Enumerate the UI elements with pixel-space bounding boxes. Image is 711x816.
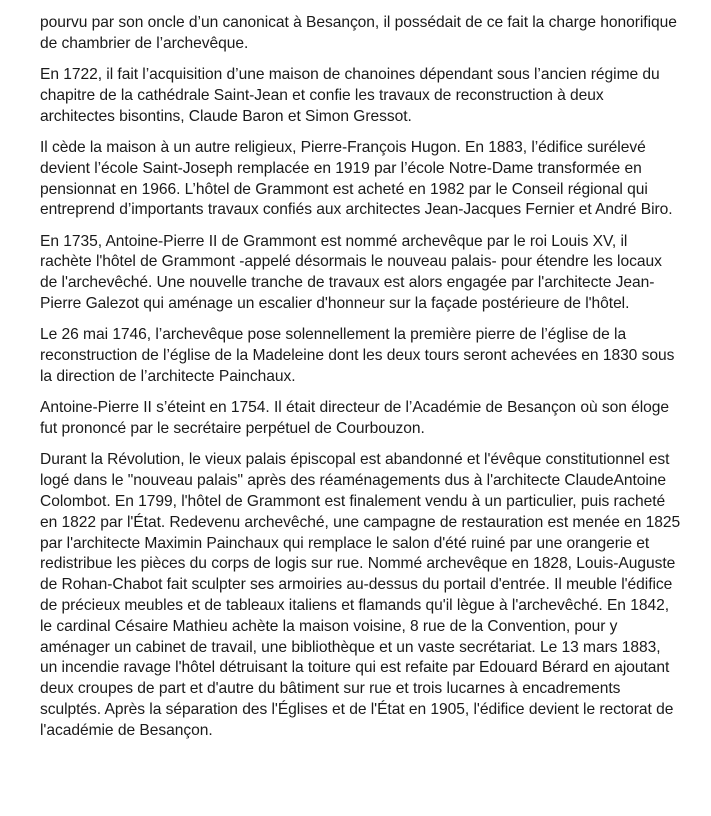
paragraph-deces-1754: Antoine-Pierre II s’éteint en 1754. Il était directeur de l’Académie de Besançon où son éloge fut prononcé par le secrétaire perpétuel de Courbouzon.: [40, 399, 670, 438]
paragraph-madeleine-1746: Le 26 mai 1746, l’archevêque pose solennellement la première pierre de l’église de la reconstruction de l’église de la Madeleine dont les deux tours seront achevées en 1830 sous la direction de l’architecte Painchaux.: [40, 326, 675, 385]
paragraph-revolution: Durant la Révolution, le vieux palais épiscopal est abandonné et l'évêque constitutionnel est logé dans le "nouveau palais" après des réaménagements dus à l'architecte ClaudeAntoine Colombot. En 1799, l'hôtel de Grammont est finalement vendu à un particulier, puis racheté en 1822 par l'État. Redevenu archevêché, une campagne de restauration est menée en 1825 par l'architecte Maximin Painchaux qui remplace le salon d'été ruiné par une orangerie et redistribue les pièces du corps de logis sur rue. Nommé archevêque en 1828, Louis-Auguste de Rohan-Chabot fait sculpter ses armoiries au-dessus du portail d'entrée. Il meuble l'édifice de précieux meubles et de tableaux italiens et flamands qu'il lègue à l'archevêché. En 1842, le cardinal Césaire Mathieu achète la maison voisine, 8 rue de la Convention, pour y aménager un cabinet de travail, une bibliothèque et un vaste secrétariat. Le 13 mars 1883, un incendie ravage l'hôtel détruisant la toiture qui est refaite par Edouard Bérard en ajoutant deux croupes de part et d'autre du bâtiment sur rue et trois lucarnes à encadrements sculptés. Après la séparation des l'Églises et de l'État en 1905, l'édifice devient le rectorat de l'académie de Besançon.: [40, 451, 681, 739]
paragraph-archeveque-1735: En 1735, Antoine-Pierre II de Grammont est nommé archevêque par le roi Louis XV, il rachète l'hôtel de Grammont -appelé désormais le nouveau palais- pour étendre les locaux de l'archevêché. Une nouvelle tranche de travaux est alors engagée par l'architecte Jean-Pierre Galezot qui aménage un escalier d'honneur sur la façade postérieure de l'hôtel.: [40, 232, 662, 313]
paragraph-hugon: Il cède la maison à un autre religieux, Pierre-François Hugon. En 1883, l’édifice surélevé devient l’école Saint-Joseph remplacée en 1919 par l’école Notre-Dame transformée en pensionnat en 1966. L’hôtel de Grammont est acheté en 1982 par le Conseil régional qui entreprend d’importants travaux confiés aux architectes Jean-Jacques Fernier et André Biro.: [40, 138, 673, 219]
paragraph-acquisition-1722: En 1722, il fait l’acquisition d’une maison de chanoines dépendant sous l’ancien régime du chapitre de la cathédrale Saint-Jean et confie les travaux de reconstruction à deux architectes bisontins, Claude Baron et Simon Gressot.: [40, 66, 660, 125]
paragraph-canonicat: pourvu par son oncle d’un canonicat à Besançon, il possédait de ce fait la charge honorifique de chambrier de l’archevêque.: [40, 14, 677, 52]
